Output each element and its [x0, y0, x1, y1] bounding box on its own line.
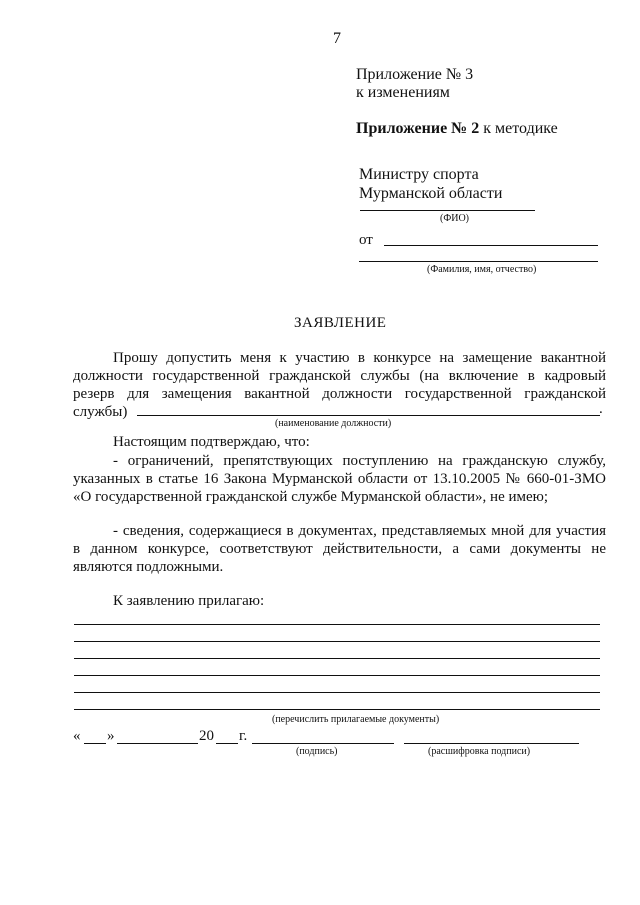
fullname-caption: (Фамилия, имя, отчество)	[427, 264, 537, 275]
date-month-line[interactable]	[117, 743, 198, 744]
signature-decode-caption: (расшифровка подписи)	[428, 746, 531, 757]
attachment-line-3[interactable]	[74, 658, 600, 659]
recipient-line-1: Министру спорта	[359, 166, 479, 183]
attachment-line-1[interactable]	[74, 624, 600, 625]
appendix-line-2: к изменениям	[356, 84, 450, 101]
attachment-line-5[interactable]	[74, 692, 600, 693]
fio-caption: (ФИО)	[440, 213, 470, 224]
position-line-end: .	[599, 401, 603, 417]
position-blank-line[interactable]	[137, 415, 600, 416]
confirm-item-1-text: - ограничений, препятствующих поступлению на гражданскую службу, указанных в статье 16 Закона Мурманской области от 13.10.2005 № 660-01-ЗМО «О государственной гражданской службе Мурманской области», не имею;	[73, 453, 606, 505]
signature-caption: (подпись)	[296, 746, 338, 757]
attachment-line-6[interactable]	[74, 709, 600, 710]
date-year-line[interactable]	[216, 743, 238, 744]
attachments-caption: (перечислить прилагаемые документы)	[272, 714, 440, 725]
appendix-line-3	[356, 120, 558, 138]
appendix-line-1: Приложение № 3	[356, 66, 474, 83]
appendix-line-3-bold: Приложение № 2	[356, 120, 480, 137]
confirm-item-2-text: - сведения, содержащиеся в документах, представляемых мной для участия в данном конкурсе, соответствуют действительности, а сами документы не являются подложными.	[73, 523, 606, 575]
date-year-prefix: 20	[199, 728, 214, 744]
position-caption: (наименование должности)	[275, 418, 392, 429]
attachments-label: К заявлению прилагаю:	[113, 593, 265, 609]
document-title: ЗАЯВЛЕНИЕ	[294, 315, 387, 331]
confirm-item-2	[73, 522, 606, 576]
signature-decode-line[interactable]	[404, 743, 579, 744]
recipient-line-2: Мурманской области	[359, 185, 503, 202]
attachment-line-4[interactable]	[74, 675, 600, 676]
confirm-item-1	[73, 452, 606, 506]
from-label: от	[359, 232, 373, 248]
request-paragraph-text: Прошу допустить меня к участию в конкурсе на замещение вакантной должности государственной гражданской службы (на включение в кадровый резерв для замещения вакантной должности государственной гражданской службы)	[73, 350, 606, 420]
date-year-suffix: г.	[239, 728, 248, 744]
date-quote-open: «	[73, 728, 81, 744]
confirm-text: Настоящим подтверждаю, что:	[113, 434, 310, 450]
date-quote-close: »	[107, 728, 115, 744]
attachment-line-2[interactable]	[74, 641, 600, 642]
from-blank-line[interactable]	[384, 245, 598, 246]
fio-blank-line[interactable]	[360, 210, 535, 211]
fullname-blank-line[interactable]	[359, 261, 598, 262]
signature-line[interactable]	[252, 743, 394, 744]
page-number: 7	[333, 30, 341, 47]
appendix-line-3-rest: к методике	[479, 120, 558, 137]
date-day-line[interactable]	[84, 743, 106, 744]
request-paragraph	[73, 349, 606, 421]
